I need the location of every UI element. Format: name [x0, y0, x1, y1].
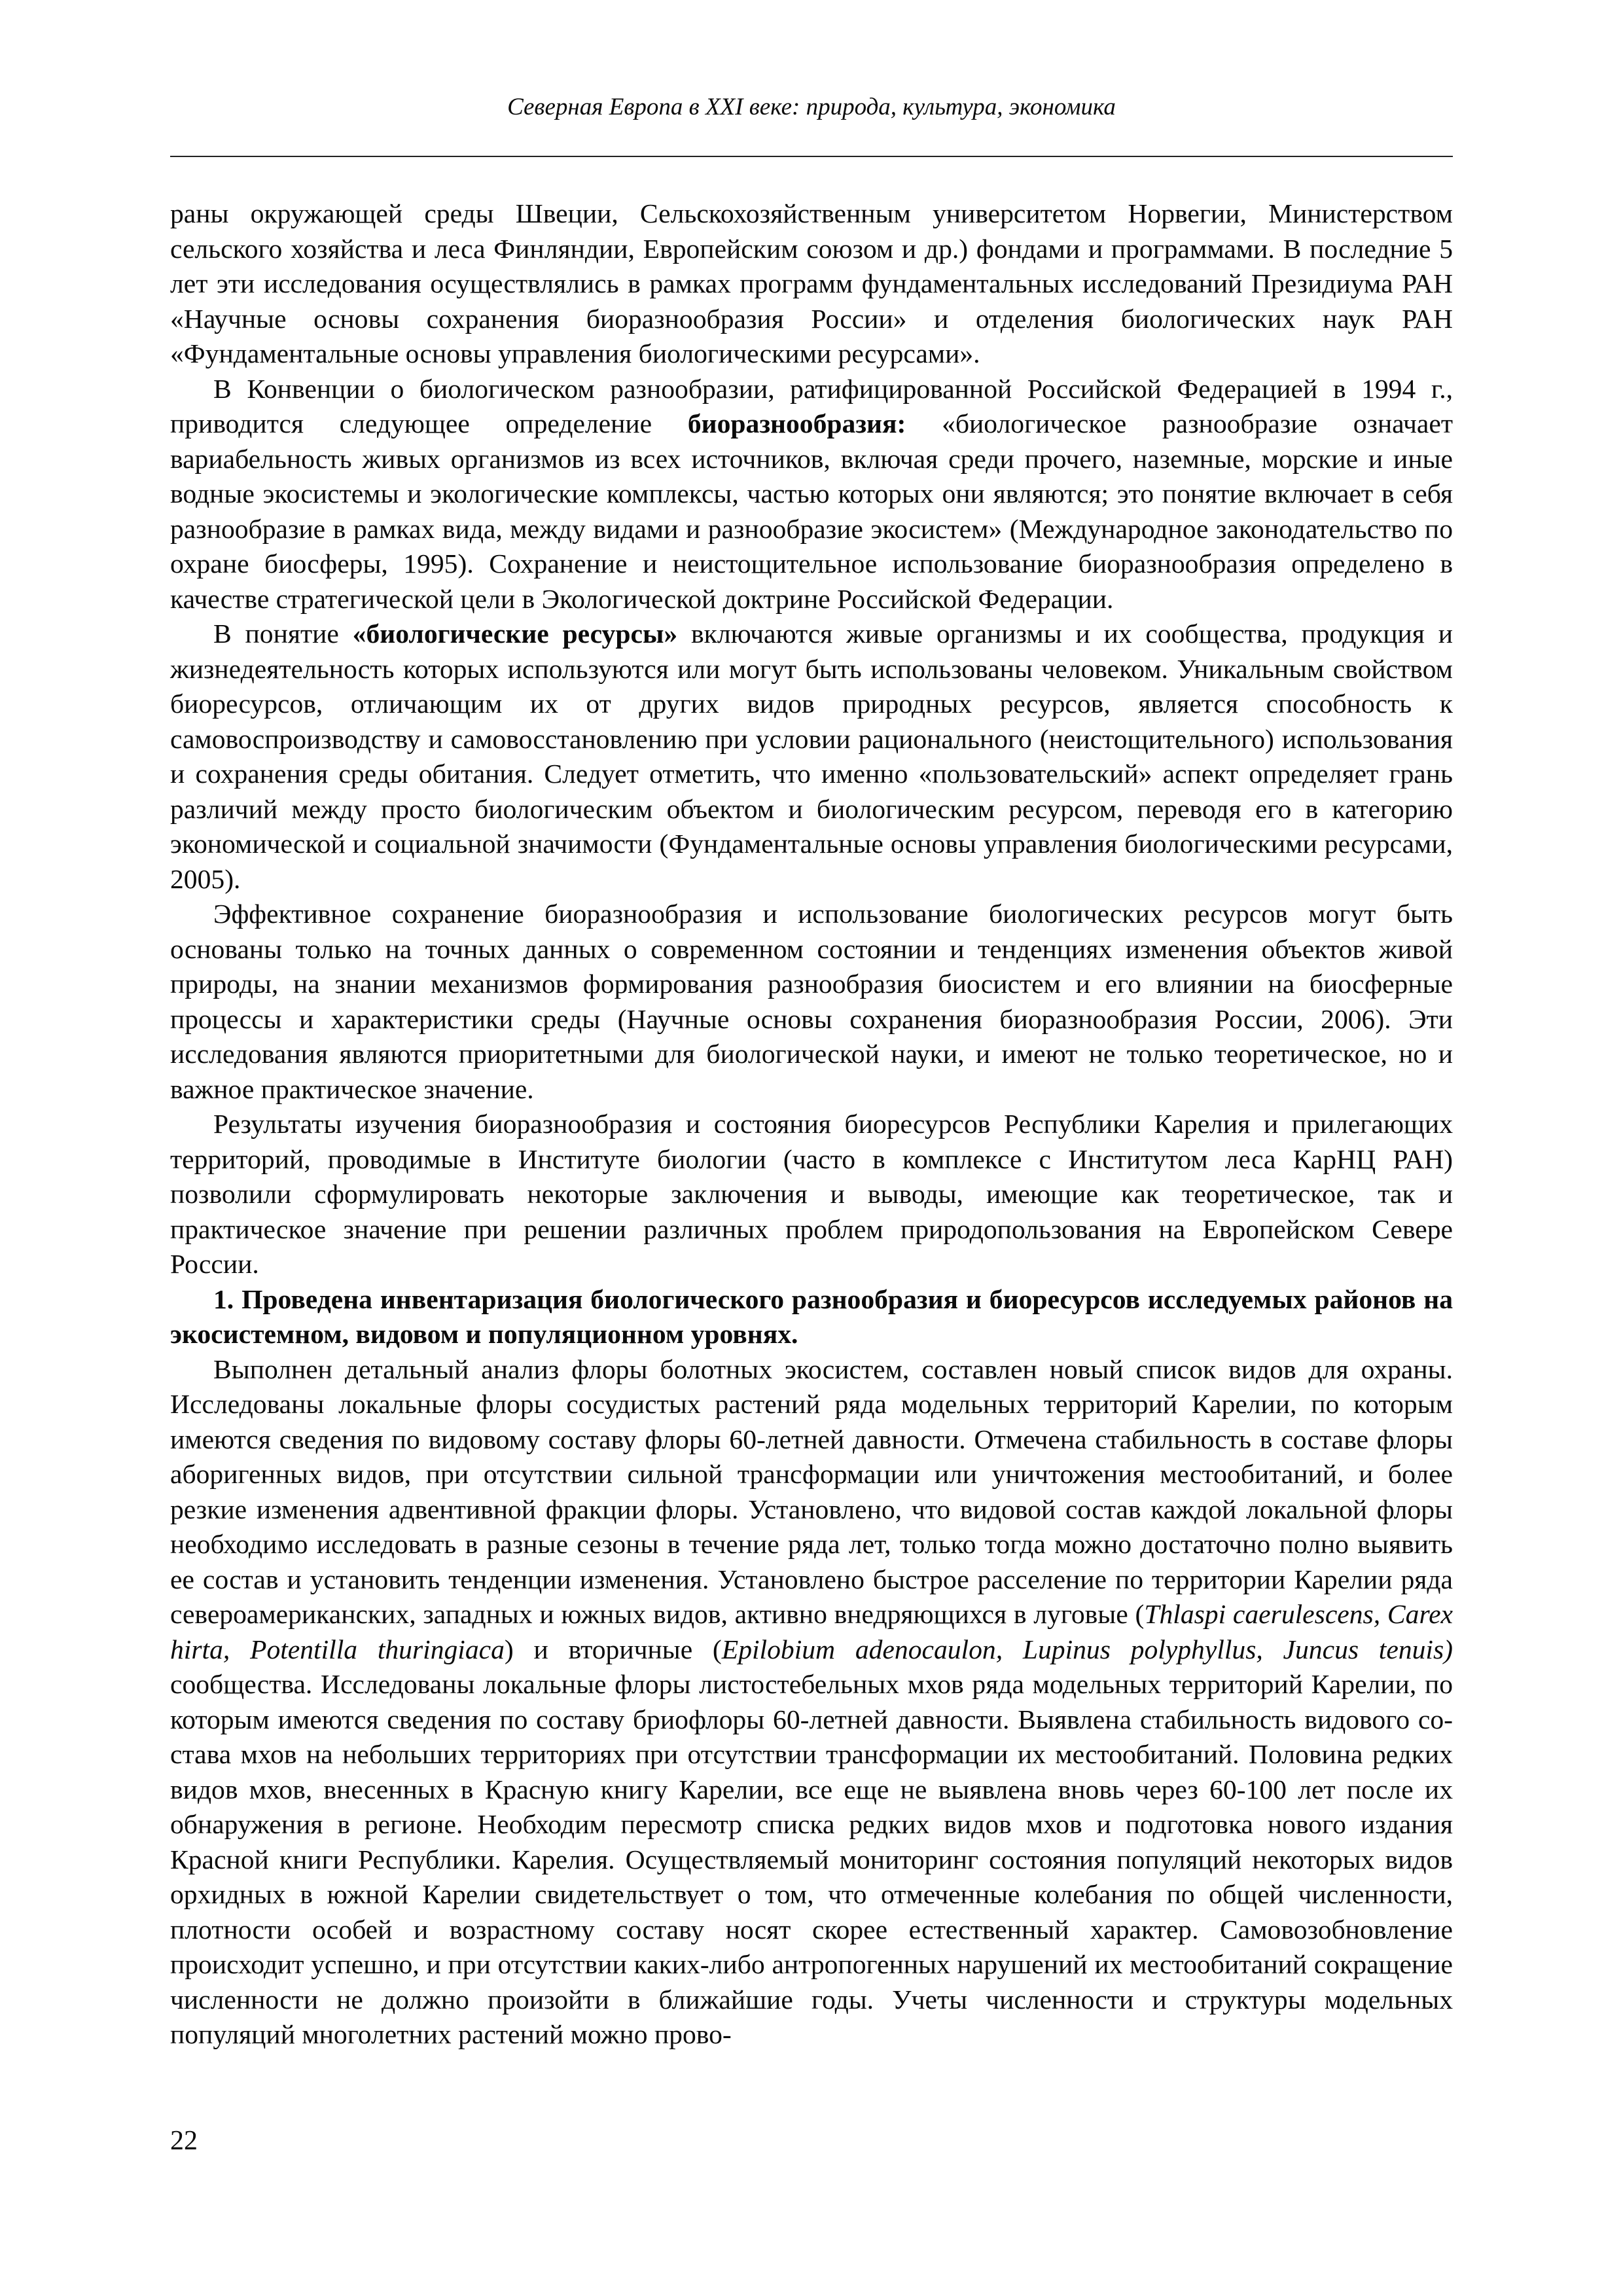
header-divider: [170, 156, 1453, 157]
paragraph: [170, 196, 1453, 372]
page-number: 22: [170, 2126, 198, 2156]
paragraph-text: В Конвенции о биологическом разнообразии, ратифицированной Российской Федерацией в 1994 г., приводится следующее определение: [170, 373, 1453, 439]
paragraph: [170, 617, 1453, 897]
paragraph-text: сообщества. Исследованы локальные флоры листостебельных мхов ряда модельных территорий Карелии, по которым имеются сведения по составу бриофлоры 60-летней давности. Выявлена стабильность видового состава мхов на небольших территориях при отсутствии трансформации их местообитаний. Половина редких видов мхов, внесенных в Красную книгу Карелии, все еще не выявлена вновь через 60-100 лет после их обнаружения в регионе. Необходим пересмотр списка редких видов мхов и подготовка нового издания Красной книги Республики. Карелия. Осуществляемый мониторинг состояния популяций некоторых видов орхидных в южной Карелии свидетельствует о том, что отмеченные колебания по общей численности, плотности особей и возрастному составу носят скорее естественный характер. Самовозобновление происходит успешно, и при отсутствии каких-либо антропогенных нарушений их местообитаний сокращение численности не должно произойти в ближайшие годы. Учеты численности и структуры модельных популяций многолетних растений можно прово-: [170, 1669, 1453, 2049]
paragraph: [170, 1107, 1453, 1282]
paragraph-text: раны окружающей среды Швеции, Сельскохозяйственным университетом Норвегии, Министерством сельского хозяйства и леса Финляндии, Европейским союзом и др.) фондами и программами. В последние 5 лет эти исследования осуществлялись в рамках программ фундаментальных исследований Президиума РАН «Научные основы сохранения биоразнообразия России» и отделения биологических наук РАН «Фундаментальные основы управления биологическими ресурсами».: [170, 198, 1453, 368]
paragraph: [170, 1282, 1453, 1352]
italic-text: Thlaspi caerulescens, Carex hirta, Potentilla thuringiaca: [170, 1599, 1454, 1664]
running-header: Северная Европа в XXI веке: природа, культура, экономика: [507, 94, 1116, 120]
paragraph-text: «биологическое разнообразие означает вариабельность живых организмов из всех источников, включая среди прочего, наземные, морские и иные водные экосистемы и экологические комплексы, частью которых они являются; это понятие включает в себя разнообразие в рамках вида, между видами и разнообразие экосистем» (Международное законодательство по охране биосферы, 1995). Сохранение и неистощительное использование биоразнообразия определено в качестве стратегической цели в Экологической доктрине Российской Федерации.: [170, 408, 1453, 614]
body-text: [170, 196, 1453, 2053]
bold-text: «биологические ресурсы»: [352, 619, 678, 649]
bold-text: биоразнообразия:: [687, 408, 906, 439]
bold-text: 1. Проведена инвентаризация биологического разнообразия и биоресурсов исследуемых районов на экосистемном, видовом и популяционном уровнях.: [170, 1283, 1453, 1349]
paragraph-text: Результаты изучения биоразнообразия и состояния биоресурсов Республики Карелия и прилегающих территорий, проводимые в Институте биологии (часто в комплексе с Институтом леса КарНЦ РАН) позволили сформулировать некоторые заключения и выводы, имеющие как теоретическое, так и практическое значение при решении различных проблем природопользования на Европейском Севере России.: [170, 1109, 1453, 1279]
paragraph-text: Выполнен детальный анализ флоры болотных экосистем, составлен новый список видов для охраны. Исследованы локальные флоры сосудистых растений ряда модельных территорий Карелии, по которым имеются сведения по видовому составу флоры 60-летней давности. Отмечена стабильность в составе флоры аборигенных видов, при отсутствии сильной трансформации или уничтожения местообитаний, и более резкие изменения адвентивной фракции флоры. Установлено, что видовой состав каждой локальной флоры необходимо исследовать в разные сезоны в течение ряда лет, только тогда можно достаточно полно выявить ее состав и установить тенденции изменения. Установлено быстрое расселение по территории Карелии ряда североамериканских, западных и южных видов, активно внедряющихся в луговые (: [170, 1354, 1453, 1629]
paragraph: [170, 372, 1453, 617]
italic-text: Epilobium adenocaulon, Lupinus polyphyllus, Juncus tenuis): [721, 1634, 1453, 1664]
paragraph-text: В понятие: [213, 619, 353, 649]
paragraph: [170, 897, 1453, 1107]
paragraph-text: включаются живые организмы и их сообщества, продукция и жизнедеятельность которых используются или могут быть использованы человеком. Уникальным свойством биоресурсов, отличающим их от других видов природных ресурсов, является способность к самовоспроизводству и самовосстановлению при условии рационального (неистощительного) использования и сохранения среды обитания. Следует отметить, что именно «пользовательский» аспект определяет грань различий между просто биологическим объектом и биологическим ресурсом, переводя его в категорию экономической и социальной значимости (Фундаментальные основы управления биологическими ресурсами, 2005).: [170, 619, 1453, 894]
paragraph-text: Эффективное сохранение биоразнообразия и использование биологических ресурсов могут быть основаны только на точных данных о современном состоянии и тенденциях изменения объектов живой природы, на знании механизмов формирования разнообразия биосистем и его влиянии на биосферные процессы и характеристики среды (Научные основы сохранения биоразнообразия России, 2006). Эти исследования являются приоритетными для биологической науки, и имеют не только теоретическое, но и важное практическое значение.: [170, 899, 1453, 1104]
paragraph-text: ) и вторичные (: [504, 1634, 722, 1664]
paragraph: [170, 1352, 1453, 2053]
